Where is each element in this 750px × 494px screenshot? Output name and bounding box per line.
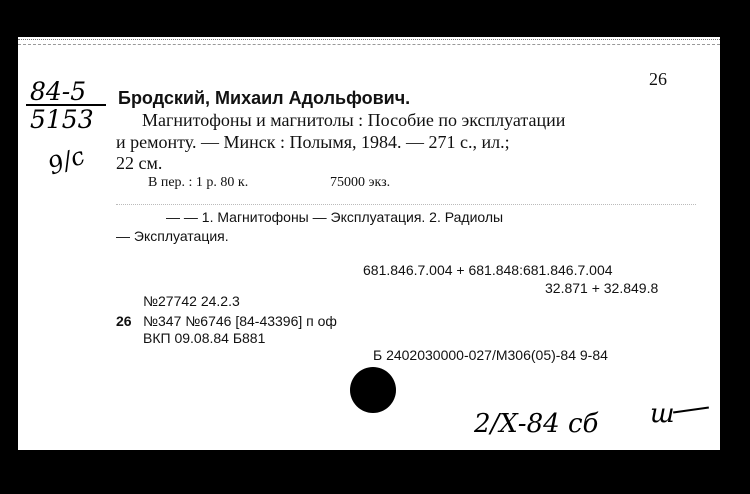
print-run: 75000 экз. (330, 175, 391, 190)
handwritten-mark: ш (650, 399, 675, 429)
udc-line-1: 681.846.7.004 + 681.848:681.846.7.004 (363, 262, 613, 278)
punch-hole (350, 367, 396, 413)
udc-line-2: 32.871 + 32.849.8 (545, 280, 659, 296)
author-heading: Бродский, Михаил Адольфович. (118, 88, 411, 108)
call-number-top: 84-5 (30, 77, 87, 106)
handwritten-stroke (673, 407, 709, 414)
registration-line-3: ВКП 09.08.84 Б881 (143, 330, 266, 346)
mid-dotted-rule (116, 204, 696, 205)
handwritten-date: 2/Х-84 сб (474, 409, 599, 439)
subjects-line-2: — Эксплуатация. (116, 228, 229, 244)
top-dotted-rule-2 (18, 44, 720, 45)
publisher-code: Б 2402030000-027/М306(05)-84 9-84 (373, 347, 608, 363)
title-line-1: Магнитофоны и магнитолы : Пособие по эксплуатации (142, 110, 566, 130)
title-line-2: и ремонту. — Минск : Полымя, 1984. — 271 с., ил.; (116, 132, 510, 152)
page-number: 26 (649, 69, 667, 89)
title-line-3: 22 см. (116, 153, 163, 173)
subjects-line-1: — — 1. Магнитофоны — Эксплуатация. 2. Радиолы (166, 209, 504, 225)
registration-prefix: 26 (116, 313, 132, 329)
catalog-card (18, 37, 720, 450)
top-dotted-rule (18, 39, 720, 40)
registration-line-2: №347 №6746 [84-43396] п оф (143, 313, 337, 329)
registration-line-1: №27742 24.2.3 (143, 293, 240, 309)
handwritten-note: 9/с (44, 141, 89, 181)
call-number-bottom: 5153 (30, 105, 94, 134)
price-line: В пер. : 1 р. 80 к. (148, 175, 249, 190)
